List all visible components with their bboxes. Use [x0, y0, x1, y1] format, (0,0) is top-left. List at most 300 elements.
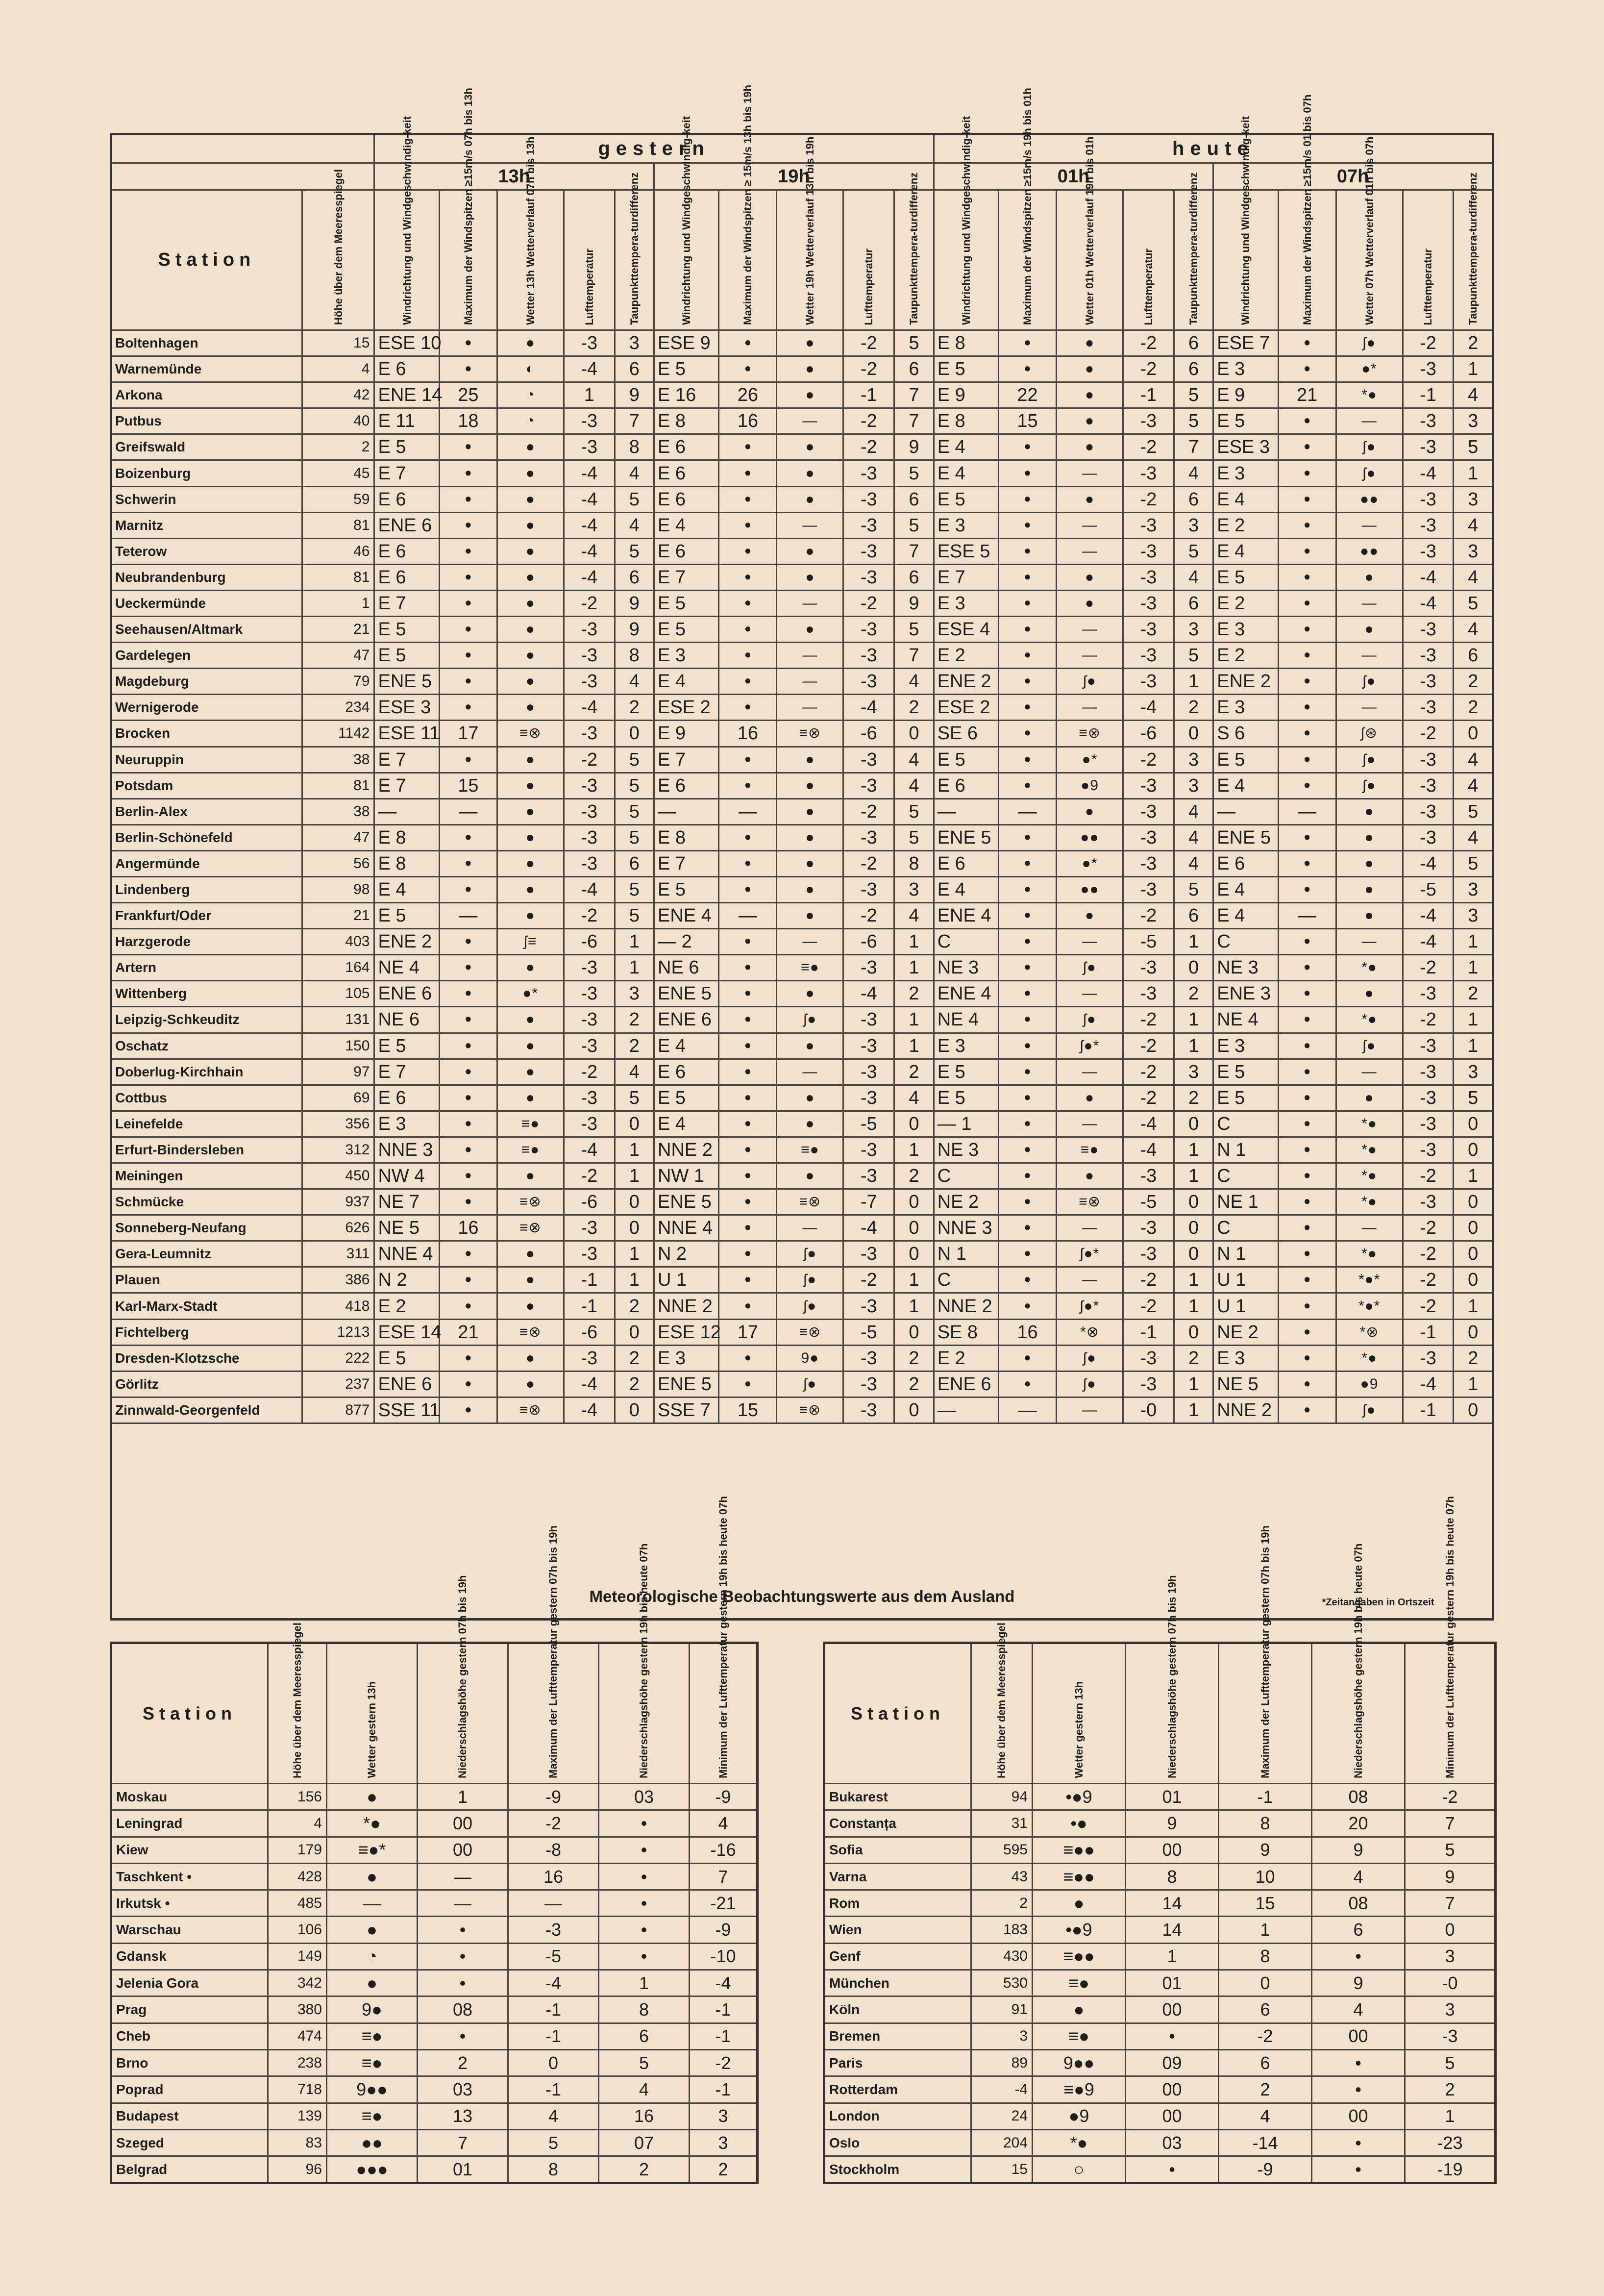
wind-13h: NE 6 [374, 1007, 439, 1033]
gust-07h: • [1278, 929, 1336, 955]
wind-01h: E 4 [934, 876, 998, 902]
dewpoint-diff-19h: 2 [894, 981, 934, 1007]
air-temp-13h: -3 [564, 824, 615, 850]
col-header-air-temp-01h: Lufttemperatur [1123, 190, 1174, 330]
foreign-min-temp: -16 [690, 1837, 758, 1863]
foreign-min-temp: 7 [1405, 1890, 1496, 1917]
air-temp-13h: -6 [564, 1319, 615, 1345]
gust-13h: • [439, 356, 497, 382]
foreign-min-temp: 3 [1405, 1943, 1496, 1970]
table-row [111, 2076, 758, 2103]
air-temp-13h: 1 [564, 382, 615, 408]
weather-19h: ● [777, 538, 843, 564]
dewpoint-diff-01h: 3 [1174, 512, 1213, 538]
wind-07h: E 9 [1213, 382, 1278, 408]
weather-19h: — [777, 512, 843, 538]
gust-13h: • [439, 538, 497, 564]
gust-19h: • [719, 1293, 777, 1319]
foreign-min-temp: 3 [690, 2129, 758, 2156]
weather-01h: ● [1057, 356, 1123, 382]
gust-19h: • [719, 850, 777, 876]
wind-13h: E 5 [374, 1345, 439, 1371]
foreign-height: 342 [268, 1970, 327, 1997]
air-temp-13h: -4 [564, 538, 615, 564]
dewpoint-diff-07h: 0 [1454, 1137, 1493, 1163]
dewpoint-diff-19h: 5 [894, 824, 934, 850]
col-header-weather-07h: Wetter 07h Wetterverlauf 01h bis 07h [1336, 190, 1403, 330]
weather-13h: ◔ [497, 408, 564, 434]
wind-01h: NNE 2 [934, 1293, 998, 1319]
weather-07h: ● [1336, 850, 1403, 876]
station-height: 98 [302, 876, 374, 902]
gust-07h: • [1278, 512, 1336, 538]
gust-19h: • [719, 929, 777, 955]
air-temp-13h: -3 [564, 330, 615, 356]
foreign-precip-07-19: 01 [1126, 1970, 1219, 1997]
air-temp-01h: -2 [1123, 434, 1174, 460]
foreign-precip-19-07: • [599, 1890, 690, 1917]
foreign-precip-19-07: 9 [1312, 1970, 1405, 1997]
table-row [111, 1970, 758, 1997]
air-temp-13h: -4 [564, 356, 615, 382]
weather-07h: — [1336, 695, 1403, 721]
dewpoint-diff-07h: 1 [1454, 1007, 1493, 1033]
dewpoint-diff-13h: 6 [615, 564, 654, 590]
dewpoint-diff-07h: 4 [1454, 564, 1493, 590]
foreign-precip-19-07: • [1312, 2076, 1405, 2103]
gust-13h: • [439, 460, 497, 486]
foreign-precip-19-07: 08 [1312, 1784, 1405, 1810]
station-height: 47 [302, 643, 374, 669]
gust-07h: • [1278, 876, 1336, 902]
air-temp-01h: -2 [1123, 903, 1174, 929]
air-temp-13h: -4 [564, 512, 615, 538]
air-temp-01h: -3 [1123, 564, 1174, 590]
dewpoint-diff-13h: 2 [615, 1033, 654, 1059]
weather-01h: — [1057, 1059, 1123, 1085]
foreign-max-temp: 0 [508, 2049, 599, 2076]
wind-19h: E 9 [654, 721, 719, 747]
dewpoint-diff-07h: 3 [1454, 408, 1493, 434]
col-header-wind-13h: Windrichtung und Windgeschwindig-keit [374, 190, 439, 330]
table-row [111, 721, 1493, 747]
foreign-max-temp: 8 [508, 2156, 599, 2183]
wind-07h: ESE 7 [1213, 330, 1278, 356]
weather-07h: ● [1336, 799, 1403, 824]
dewpoint-diff-19h: 9 [894, 590, 934, 616]
station-name: Ueckermünde [111, 590, 302, 616]
foreign-max-temp: 15 [1219, 1890, 1312, 1917]
air-temp-19h: -3 [843, 512, 894, 538]
foreign-min-temp: 3 [1405, 1997, 1496, 2023]
air-temp-07h: -2 [1403, 1007, 1454, 1033]
station-height: 97 [302, 1059, 374, 1085]
weather-07h: *●* [1336, 1267, 1403, 1293]
air-temp-19h: -1 [843, 382, 894, 408]
dewpoint-diff-07h: 1 [1454, 929, 1493, 955]
air-temp-13h: -2 [564, 903, 615, 929]
station-name: Marnitz [111, 512, 302, 538]
blank-cell [111, 1423, 1493, 1575]
gust-19h: • [719, 1267, 777, 1293]
dewpoint-diff-13h: 5 [615, 486, 654, 512]
gust-07h: • [1278, 330, 1336, 356]
weather-01h: ʃ●* [1057, 1293, 1123, 1319]
table-row [111, 1137, 1493, 1163]
wind-19h: E 4 [654, 1033, 719, 1059]
air-temp-13h: -4 [564, 564, 615, 590]
weather-19h: ● [777, 903, 843, 929]
wind-13h: ENE 6 [374, 1371, 439, 1397]
wind-07h: U 1 [1213, 1293, 1278, 1319]
wind-19h: ENE 4 [654, 903, 719, 929]
gust-07h: • [1278, 460, 1336, 486]
dewpoint-diff-07h: 5 [1454, 1085, 1493, 1111]
foreign-weather-13h: ○ [1033, 2156, 1126, 2183]
wind-07h: C [1213, 929, 1278, 955]
table-row [824, 2076, 1496, 2103]
gust-01h: • [998, 747, 1056, 773]
foreign-min-temp: 7 [690, 1863, 758, 1890]
weather-19h: ● [777, 1111, 843, 1137]
foreign-weather-13h: ≡● [1033, 1970, 1126, 1997]
gust-07h: • [1278, 1397, 1336, 1423]
air-temp-07h: -3 [1403, 408, 1454, 434]
dewpoint-diff-19h: 6 [894, 486, 934, 512]
station-height: 38 [302, 799, 374, 824]
weather-19h: ʃ● [777, 1267, 843, 1293]
table-row [111, 1267, 1493, 1293]
gust-01h: • [998, 1007, 1056, 1033]
weather-13h: ● [497, 643, 564, 669]
weather-01h: ●● [1057, 876, 1123, 902]
dewpoint-diff-07h: 0 [1454, 721, 1493, 747]
foreign-min-temp: 9 [1405, 1863, 1496, 1890]
air-temp-19h: -3 [843, 1241, 894, 1267]
weather-07h: ● [1336, 981, 1403, 1007]
foreign-weather-13h: 9● [327, 1997, 418, 2023]
air-temp-01h: -3 [1123, 460, 1174, 486]
table-row [111, 2156, 758, 2183]
weather-19h: ● [777, 486, 843, 512]
wind-07h: NNE 2 [1213, 1397, 1278, 1423]
station-name: Boizenburg [111, 460, 302, 486]
wind-01h: ENE 4 [934, 903, 998, 929]
weather-19h: ● [777, 617, 843, 643]
table-row [111, 850, 1493, 876]
gust-01h: — [998, 799, 1056, 824]
wind-01h: ESE 2 [934, 695, 998, 721]
table-row [111, 2129, 758, 2156]
weather-19h: — [777, 669, 843, 695]
foreign-precip-19-07: 20 [1312, 1810, 1405, 1837]
air-temp-19h: -2 [843, 903, 894, 929]
foreign-min-temp: 4 [690, 1810, 758, 1837]
table-row [111, 2103, 758, 2129]
foreign-station-name: Stockholm [824, 2156, 971, 2183]
dewpoint-diff-13h: 9 [615, 590, 654, 616]
table-row [111, 460, 1493, 486]
foreign-precip-07-19: 01 [1126, 1784, 1219, 1810]
station-height: 40 [302, 408, 374, 434]
weather-19h: ● [777, 382, 843, 408]
table-row [824, 2103, 1496, 2129]
dewpoint-diff-19h: 0 [894, 1397, 934, 1423]
wind-19h: ENE 5 [654, 1371, 719, 1397]
air-temp-19h: -3 [843, 617, 894, 643]
foreign-weather-13h: ≡●● [1033, 1863, 1126, 1890]
weather-07h: *● [1336, 1111, 1403, 1137]
gust-07h: • [1278, 1319, 1336, 1345]
gust-07h: • [1278, 1371, 1336, 1397]
foreign-max-temp: 6 [1219, 1997, 1312, 2023]
wind-07h: N 1 [1213, 1241, 1278, 1267]
wind-19h: N 2 [654, 1241, 719, 1267]
foreign-precip-19-07: 6 [599, 2023, 690, 2049]
air-temp-07h: -3 [1403, 1345, 1454, 1371]
weather-13h: ● [497, 799, 564, 824]
foreign-min-temp: -4 [690, 1970, 758, 1997]
weather-19h: — [777, 643, 843, 669]
dewpoint-diff-01h: 7 [1174, 434, 1213, 460]
weather-07h: *● [1336, 1189, 1403, 1215]
air-temp-07h: -1 [1403, 382, 1454, 408]
dewpoint-diff-13h: 4 [615, 460, 654, 486]
dewpoint-diff-13h: 4 [615, 512, 654, 538]
dewpoint-diff-01h: 4 [1174, 824, 1213, 850]
air-temp-13h: -3 [564, 721, 615, 747]
col-header-air-temp-07h: Lufttemperatur [1403, 190, 1454, 330]
gust-07h: • [1278, 1137, 1336, 1163]
gust-19h: • [719, 695, 777, 721]
foreign-max-temp: 16 [508, 1863, 599, 1890]
foreign-max-temp: 9 [1219, 1837, 1312, 1863]
station-name: Angermünde [111, 850, 302, 876]
station-height: 237 [302, 1371, 374, 1397]
foreign-height: 106 [268, 1917, 327, 1943]
air-temp-13h: -2 [564, 1059, 615, 1085]
foreign-precip-07-19: • [418, 1970, 508, 1997]
table-row [111, 1863, 758, 1890]
gust-01h: • [998, 903, 1056, 929]
air-temp-01h: -3 [1123, 590, 1174, 616]
air-temp-19h: -3 [843, 1137, 894, 1163]
foreign-title: Meteorologische Beobachtungswerte aus dem Ausland [589, 1587, 1015, 1605]
weather-19h: — [777, 1215, 843, 1241]
weather-01h: ʃ● [1057, 669, 1123, 695]
air-temp-07h: -3 [1403, 486, 1454, 512]
station-name: Frankfurt/Oder [111, 903, 302, 929]
weather-01h: — [1057, 929, 1123, 955]
wind-13h: E 5 [374, 434, 439, 460]
dewpoint-diff-01h: 0 [1174, 1241, 1213, 1267]
air-temp-13h: -1 [564, 1267, 615, 1293]
air-temp-13h: -3 [564, 617, 615, 643]
weather-13h: ≡● [497, 1137, 564, 1163]
wind-07h: E 4 [1213, 486, 1278, 512]
dewpoint-diff-19h: 4 [894, 747, 934, 773]
wind-07h: C [1213, 1163, 1278, 1189]
weather-07h: *● [1336, 955, 1403, 981]
dewpoint-diff-07h: 0 [1454, 1267, 1493, 1293]
weather-13h: ● [497, 903, 564, 929]
air-temp-01h: -4 [1123, 1137, 1174, 1163]
weather-01h: ʃ●* [1057, 1241, 1123, 1267]
foreign-col-header-min-temp: Minimum der Lufttemperatur gestern 19h bis heute 07h [690, 1643, 758, 1784]
wind-07h: S 6 [1213, 721, 1278, 747]
foreign-min-temp: 1 [1405, 2103, 1496, 2129]
air-temp-01h: -3 [1123, 1163, 1174, 1189]
wind-07h: E 3 [1213, 356, 1278, 382]
station-name: Oschatz [111, 1033, 302, 1059]
foreign-precip-19-07: 8 [599, 1997, 690, 2023]
dewpoint-diff-07h: 1 [1454, 1033, 1493, 1059]
station-height: 45 [302, 460, 374, 486]
weather-19h: ≡● [777, 1137, 843, 1163]
table-row [111, 564, 1493, 590]
dewpoint-diff-01h: 1 [1174, 1371, 1213, 1397]
dewpoint-diff-01h: 2 [1174, 981, 1213, 1007]
wind-19h: E 8 [654, 824, 719, 850]
foreign-height: 430 [971, 1943, 1033, 1970]
foreign-max-temp: -1 [1219, 1784, 1312, 1810]
air-temp-01h: -3 [1123, 981, 1174, 1007]
station-height: 21 [302, 903, 374, 929]
wind-13h: E 7 [374, 590, 439, 616]
foreign-weather-13h: •●9 [1033, 1784, 1126, 1810]
dewpoint-diff-13h: 8 [615, 434, 654, 460]
dewpoint-diff-01h: 5 [1174, 643, 1213, 669]
dewpoint-diff-01h: 3 [1174, 617, 1213, 643]
air-temp-07h: -3 [1403, 981, 1454, 1007]
gust-19h: 15 [719, 1397, 777, 1423]
foreign-min-temp: -1 [690, 2076, 758, 2103]
weather-07h: ● [1336, 876, 1403, 902]
col-header-air-temp-13h: Lufttemperatur [564, 190, 615, 330]
dewpoint-diff-01h: 3 [1174, 1059, 1213, 1085]
station-name: Leinefelde [111, 1111, 302, 1137]
dewpoint-diff-07h: 0 [1454, 1319, 1493, 1345]
air-temp-13h: -3 [564, 408, 615, 434]
wind-13h: — [374, 799, 439, 824]
dewpoint-diff-19h: 5 [894, 460, 934, 486]
wind-01h: C [934, 1267, 998, 1293]
dewpoint-diff-13h: 5 [615, 773, 654, 799]
gust-19h: • [719, 1241, 777, 1267]
weather-19h: — [777, 408, 843, 434]
air-temp-19h: -3 [843, 1085, 894, 1111]
gust-01h: • [998, 1137, 1056, 1163]
weather-13h: ● [497, 1267, 564, 1293]
foreign-col-header-precip-19-07: Niederschlagshöhe gestern 19h bis heute 07h [1312, 1643, 1405, 1784]
wind-19h: E 7 [654, 564, 719, 590]
foreign-weather-13h: ≡●● [1033, 1943, 1126, 1970]
foreign-max-temp: -5 [508, 1943, 599, 1970]
dewpoint-diff-01h: 2 [1174, 1085, 1213, 1111]
foreign-station-name: Gdansk [111, 1943, 268, 1970]
gust-13h: • [439, 512, 497, 538]
air-temp-07h: -1 [1403, 1319, 1454, 1345]
gust-13h: • [439, 1397, 497, 1423]
air-temp-07h: -3 [1403, 1033, 1454, 1059]
foreign-precip-19-07: 03 [599, 1784, 690, 1810]
weather-07h: ●● [1336, 538, 1403, 564]
foreign-precip-19-07: 00 [1312, 2023, 1405, 2049]
air-temp-13h: -3 [564, 1085, 615, 1111]
air-temp-01h: -2 [1123, 1267, 1174, 1293]
weather-13h: ●* [497, 981, 564, 1007]
foreign-precip-07-19: 03 [418, 2076, 508, 2103]
foreign-weather-13h: ≡● [327, 2023, 418, 2049]
foreign-min-temp: -3 [1405, 2023, 1496, 2049]
gust-01h: • [998, 721, 1056, 747]
table-row [111, 929, 1493, 955]
gust-19h: • [719, 564, 777, 590]
weather-13h: ● [497, 486, 564, 512]
weather-19h: ≡⊗ [777, 1397, 843, 1423]
weather-13h: ≡⊗ [497, 1319, 564, 1345]
foreign-station-name: Rom [824, 1890, 971, 1917]
table-row [111, 1837, 758, 1863]
foreign-col-header-min-temp: Minimum der Lufttemperatur gestern 19h bis heute 07h [1405, 1643, 1496, 1784]
gust-19h: • [719, 538, 777, 564]
dewpoint-diff-07h: 2 [1454, 1345, 1493, 1371]
table-row [111, 590, 1493, 616]
wind-07h: E 5 [1213, 747, 1278, 773]
foreign-title-cell [111, 1575, 1493, 1620]
wind-07h: E 4 [1213, 903, 1278, 929]
dewpoint-diff-19h: 0 [894, 721, 934, 747]
foreign-height: 24 [971, 2103, 1033, 2129]
foreign-height: 3 [971, 2023, 1033, 2049]
foreign-max-temp: -4 [508, 1970, 599, 1997]
dewpoint-diff-13h: 1 [615, 955, 654, 981]
wind-19h: E 3 [654, 643, 719, 669]
air-temp-07h: -4 [1403, 903, 1454, 929]
foreign-weather-13h: ≡● [327, 2049, 418, 2076]
dewpoint-diff-07h: 0 [1454, 1397, 1493, 1423]
dewpoint-diff-01h: 3 [1174, 747, 1213, 773]
foreign-precip-19-07: 9 [1312, 1837, 1405, 1863]
gust-13h: • [439, 1059, 497, 1085]
gust-07h: • [1278, 747, 1336, 773]
foreign-max-temp: 8 [1219, 1810, 1312, 1837]
foreign-precip-07-19: 08 [418, 1997, 508, 2023]
weather-01h: — [1057, 1397, 1123, 1423]
foreign-precip-19-07: • [599, 1837, 690, 1863]
foreign-col-header-max-temp: Maximum der Lufttemperatur gestern 07h bis 19h [1219, 1643, 1312, 1784]
wind-13h: ENE 6 [374, 981, 439, 1007]
foreign-height: 94 [971, 1784, 1033, 1810]
foreign-max-temp: 10 [1219, 1863, 1312, 1890]
air-temp-07h: -4 [1403, 850, 1454, 876]
weather-13h: ● [497, 824, 564, 850]
dewpoint-diff-07h: 2 [1454, 669, 1493, 695]
dewpoint-diff-01h: 4 [1174, 799, 1213, 824]
air-temp-07h: -2 [1403, 1267, 1454, 1293]
weather-13h: ● [497, 1241, 564, 1267]
gust-13h: • [439, 824, 497, 850]
dewpoint-diff-01h: 6 [1174, 486, 1213, 512]
weather-19h: ● [777, 330, 843, 356]
gust-07h: • [1278, 1085, 1336, 1111]
gust-19h: • [719, 1215, 777, 1241]
weather-19h: ● [777, 460, 843, 486]
gust-01h: • [998, 981, 1056, 1007]
wind-01h: ENE 6 [934, 1371, 998, 1397]
dewpoint-diff-19h: 0 [894, 1241, 934, 1267]
gust-01h: • [998, 1293, 1056, 1319]
